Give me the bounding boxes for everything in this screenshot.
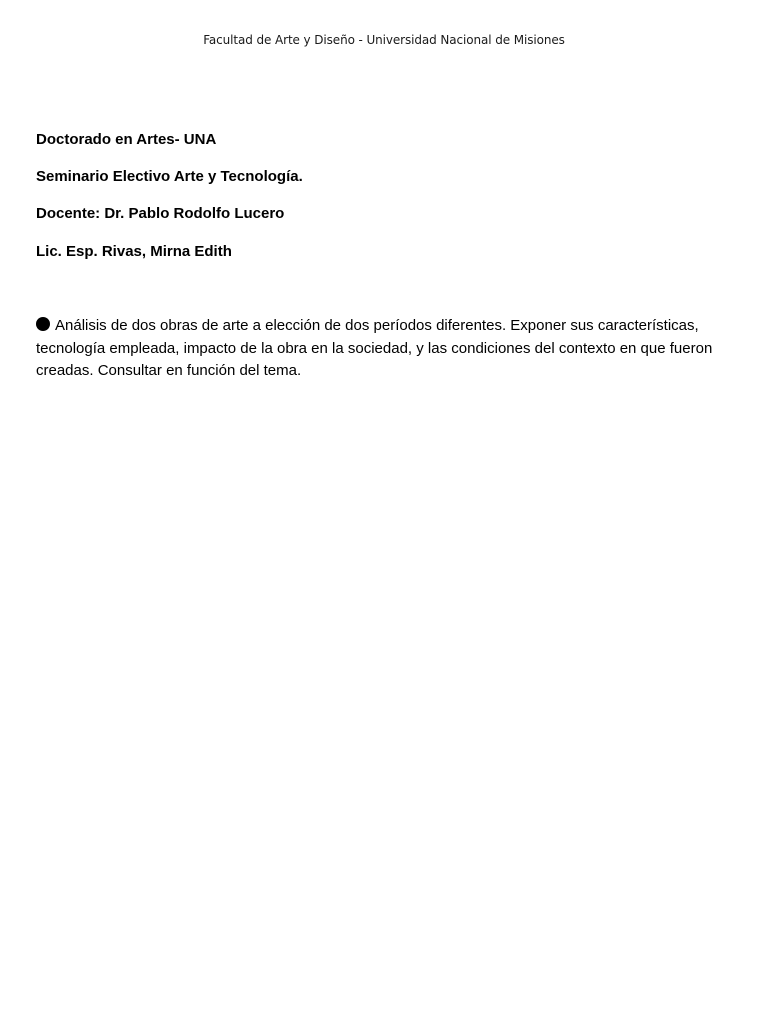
page-header: Facultad de Arte y Diseño - Universidad Nacional de Misiones (203, 33, 565, 47)
teacher-heading: Docente: Dr. Pablo Rodolfo Lucero (36, 205, 285, 222)
assignment-text: Análisis de dos obras de arte a elección de dos períodos diferentes. Exponer sus características, tecnología empleada, impacto de la obra en la sociedad, y las condiciones del contexto en que fueron creadas. Consultar en función del tema. (36, 317, 713, 380)
assignment-bullet-item (36, 315, 736, 383)
author-heading: Lic. Esp. Rivas, Mirna Edith (36, 243, 232, 260)
program-heading: Doctorado en Artes- UNA (36, 131, 217, 148)
seminar-heading: Seminario Electivo Arte y Tecnología. (36, 168, 303, 185)
bullet-icon (36, 317, 50, 331)
